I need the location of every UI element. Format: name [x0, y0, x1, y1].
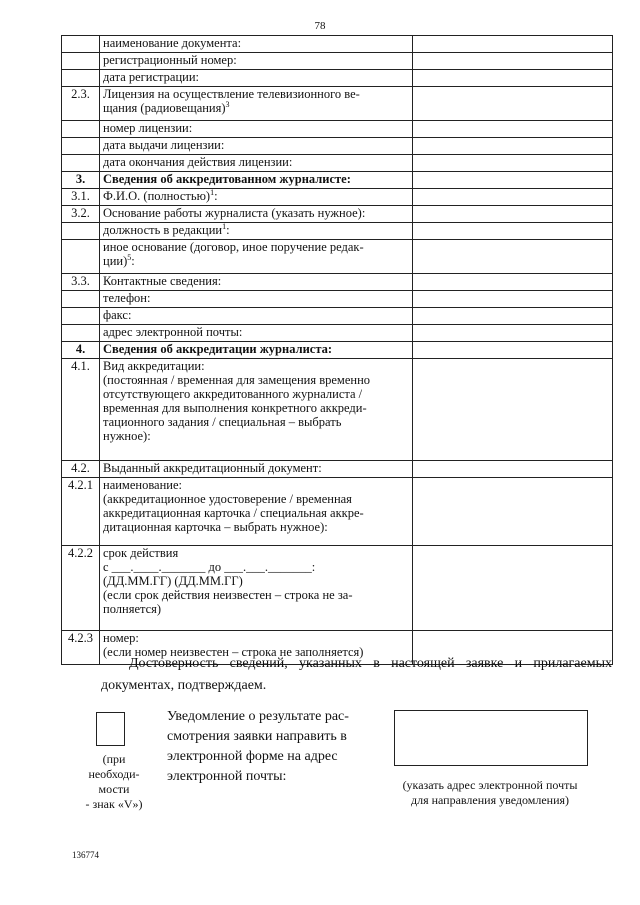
form-row	[62, 70, 613, 87]
row-number	[62, 291, 100, 308]
row-number: 4.1.	[62, 359, 100, 461]
form-row	[62, 206, 613, 223]
value-cell[interactable]	[413, 546, 613, 631]
row-number: 4.2.3	[62, 631, 100, 665]
form-row	[62, 223, 613, 240]
section-title: Сведения об аккредитации журналиста:	[103, 342, 333, 356]
row-label-cell	[100, 172, 413, 189]
row-number: 3.3.	[62, 274, 100, 291]
value-cell[interactable]	[413, 308, 613, 325]
label-suffix: :	[214, 189, 218, 203]
row-label-cell	[100, 87, 413, 121]
form-row	[62, 291, 613, 308]
field-label: иное основание (договор, иное поручение редак- ции)	[103, 240, 364, 268]
value-cell[interactable]	[413, 240, 613, 274]
field-label: должность в редакции	[103, 223, 223, 237]
value-cell[interactable]	[413, 325, 613, 342]
row-number	[62, 223, 100, 240]
footnote-marker: 1	[222, 221, 227, 231]
value-cell[interactable]	[413, 121, 613, 138]
form-row	[62, 478, 613, 546]
certification-statement	[101, 653, 612, 697]
field-label: наименование документа:	[103, 36, 242, 50]
form-row	[62, 546, 613, 631]
footnote-marker: 1	[210, 187, 215, 197]
form-row	[62, 155, 613, 172]
value-cell[interactable]	[413, 461, 613, 478]
field-label: Основание работы журналиста (указать нужное):	[103, 206, 366, 220]
row-label-cell	[100, 461, 413, 478]
section-row	[62, 342, 613, 359]
form-row	[62, 240, 613, 274]
field-label: Лицензия на осуществление телевизионного ве- щания (радиовещания)	[103, 87, 360, 115]
row-number	[62, 70, 100, 87]
row-number: 2.3.	[62, 87, 100, 121]
field-label: факс:	[103, 308, 132, 322]
row-label-cell	[100, 155, 413, 172]
value-cell[interactable]	[413, 189, 613, 206]
form-row	[62, 87, 613, 121]
row-number: 4.2.2	[62, 546, 100, 631]
row-number	[62, 155, 100, 172]
row-label-cell	[100, 274, 413, 291]
notification-text: Уведомление о результате рас- смотрения заявки направить в электронной форме на адрес электронной почты:	[167, 709, 349, 784]
row-number	[62, 325, 100, 342]
row-number	[62, 240, 100, 274]
row-label-cell	[100, 325, 413, 342]
value-cell[interactable]	[413, 223, 613, 240]
row-label-cell	[100, 546, 413, 631]
value-cell[interactable]	[413, 291, 613, 308]
value-cell[interactable]	[413, 359, 613, 461]
field-label: срок действия с ___.____._______ до ___.___._______: (ДД.ММ.ГГ) (ДД.ММ.ГГ) (если срок действия неизвестен – строка не за- полняется)	[103, 546, 353, 616]
field-label: дата окончания действия лицензии:	[103, 155, 293, 169]
application-form-table	[61, 35, 613, 665]
form-row	[62, 138, 613, 155]
field-label: номер: (если номер неизвестен – строка не заполняется)	[103, 631, 364, 659]
field-label: регистрационный номер:	[103, 53, 237, 67]
row-label-cell	[100, 70, 413, 87]
value-cell[interactable]	[413, 138, 613, 155]
form-row	[62, 461, 613, 478]
row-label-cell	[100, 359, 413, 461]
field-label: Контактные сведения:	[103, 274, 222, 288]
row-label-cell	[100, 291, 413, 308]
row-label-cell	[100, 223, 413, 240]
footnote-marker: 5	[127, 252, 132, 262]
row-number	[62, 138, 100, 155]
checkbox-note: (при необходи- мости - знак «V»)	[85, 752, 143, 811]
field-label: дата регистрации:	[103, 70, 199, 84]
field-label: Ф.И.О. (полностью)	[103, 189, 211, 203]
row-label-cell	[100, 206, 413, 223]
row-label-cell	[100, 138, 413, 155]
field-label: наименование: (аккредитационное удостоверение / временная аккредитационная карточка / специальная аккре- дитационная карточка – выбрать нужное):	[103, 478, 364, 534]
field-label: адрес электронной почты:	[103, 325, 243, 339]
form-row	[62, 53, 613, 70]
field-label: дата выдачи лицензии:	[103, 138, 225, 152]
row-label-cell	[100, 478, 413, 546]
value-cell[interactable]	[413, 274, 613, 291]
row-label-cell	[100, 342, 413, 359]
form-row	[62, 325, 613, 342]
value-cell[interactable]	[413, 53, 613, 70]
certification-text: Достоверность сведений, указанных в настоящей заявке и прилагаемых документах, подтверждаем.	[101, 656, 612, 693]
email-address-box[interactable]	[394, 710, 588, 766]
row-number	[62, 36, 100, 53]
row-number: 3.	[62, 172, 100, 189]
value-cell[interactable]	[413, 206, 613, 223]
document-code: 136774	[72, 850, 99, 860]
field-label: телефон:	[103, 291, 151, 305]
row-label-cell	[100, 308, 413, 325]
value-cell	[413, 342, 613, 359]
footnote-marker: 3	[225, 99, 230, 109]
row-number	[62, 121, 100, 138]
form-row	[62, 189, 613, 206]
row-number	[62, 308, 100, 325]
value-cell[interactable]	[413, 478, 613, 546]
value-cell	[413, 172, 613, 189]
label-suffix: :	[226, 223, 230, 237]
form-row	[62, 308, 613, 325]
email-box-note: (указать адрес электронной почты для направления уведомления)	[402, 778, 578, 807]
row-number	[62, 53, 100, 70]
row-label-cell	[100, 36, 413, 53]
label-suffix: :	[131, 254, 135, 268]
notification-checkbox[interactable]	[96, 712, 125, 746]
row-number: 3.2.	[62, 206, 100, 223]
page-number: 78	[314, 20, 326, 32]
value-cell[interactable]	[413, 70, 613, 87]
section-title: Сведения об аккредитованном журналисте:	[103, 172, 351, 186]
row-number: 4.	[62, 342, 100, 359]
value-cell[interactable]	[413, 155, 613, 172]
row-label-cell	[100, 121, 413, 138]
row-label-cell	[100, 189, 413, 206]
row-label-cell	[100, 53, 413, 70]
value-cell[interactable]	[413, 36, 613, 53]
section-row	[62, 172, 613, 189]
form-row	[62, 121, 613, 138]
row-number: 4.2.	[62, 461, 100, 478]
row-label-cell	[100, 240, 413, 274]
row-number: 4.2.1	[62, 478, 100, 546]
value-cell[interactable]	[413, 87, 613, 121]
field-label: номер лицензии:	[103, 121, 193, 135]
form-row	[62, 36, 613, 53]
row-number: 3.1.	[62, 189, 100, 206]
field-label: Выданный аккредитационный документ:	[103, 461, 322, 475]
form-row	[62, 359, 613, 461]
field-label: Вид аккредитации: (постоянная / временная для замещения временно отсутствующего аккредитованного журналиста / временная для выполнения конкретного аккреди- тационного задания / специальная – выбрать нужное):	[103, 359, 371, 443]
form-row	[62, 274, 613, 291]
